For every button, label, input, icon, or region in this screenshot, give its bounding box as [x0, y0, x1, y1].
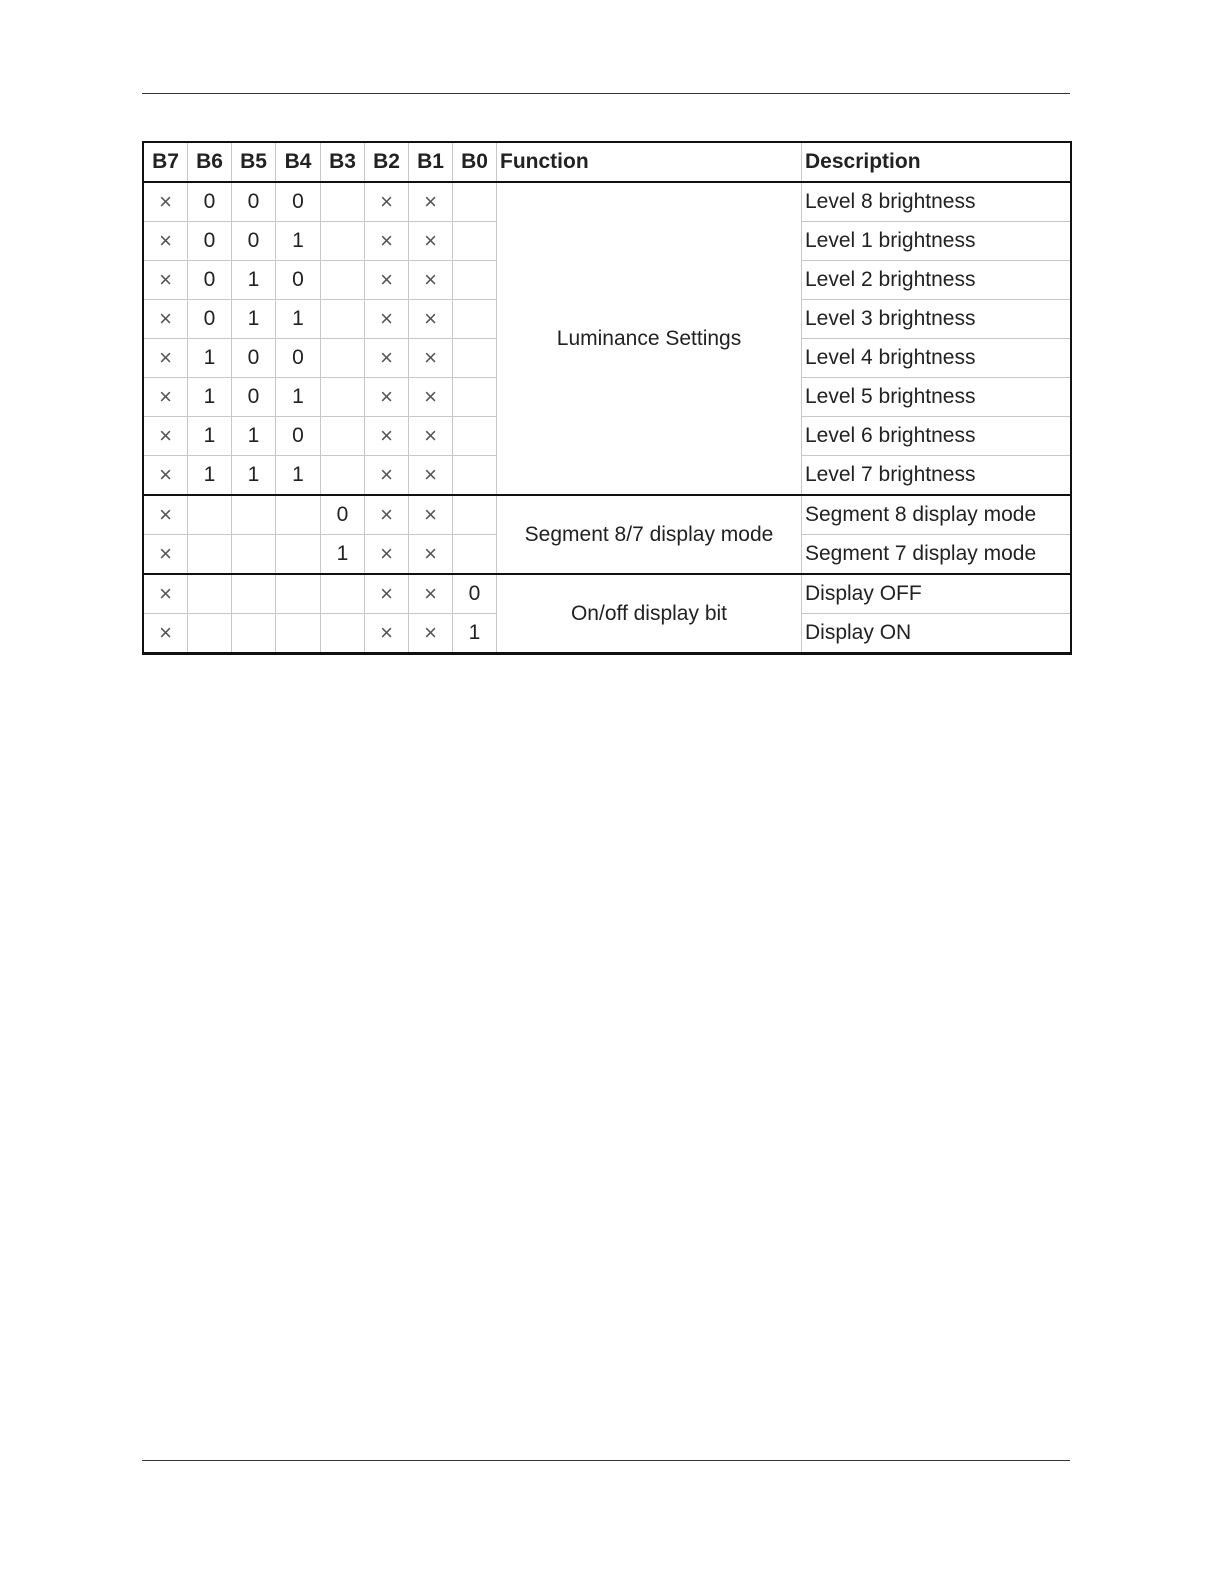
bit-cell-b1: ×: [409, 182, 453, 222]
bit-cell-b7: ×: [144, 378, 188, 417]
bit-cell-b3: [321, 417, 365, 456]
bit-cell-b1: ×: [409, 417, 453, 456]
bit-cell-b4: 0: [276, 339, 321, 378]
bit-cell-b0: [453, 222, 497, 261]
bit-cell-b2: ×: [365, 417, 409, 456]
bit-cell-b6: 0: [188, 182, 232, 222]
bit-cell-b2: ×: [365, 378, 409, 417]
bit-cell-b3: [321, 182, 365, 222]
header-b5: B5: [232, 143, 276, 183]
description-cell: Segment 7 display mode: [802, 535, 1071, 575]
header-b0: B0: [453, 143, 497, 183]
bit-cell-b1: ×: [409, 535, 453, 575]
bit-cell-b1: ×: [409, 574, 453, 614]
bit-cell-b5: [232, 535, 276, 575]
description-cell: Display ON: [802, 614, 1071, 654]
bit-cell-b0: [453, 339, 497, 378]
bit-cell-b5: 0: [232, 339, 276, 378]
bit-cell-b6: 1: [188, 378, 232, 417]
bit-cell-b2: ×: [365, 456, 409, 496]
bit-cell-b6: 1: [188, 339, 232, 378]
bit-cell-b3: 0: [321, 495, 365, 535]
bit-cell-b3: 1: [321, 535, 365, 575]
bit-cell-b6: 0: [188, 261, 232, 300]
bit-cell-b4: 0: [276, 261, 321, 300]
bit-cell-b0: [453, 378, 497, 417]
bit-cell-b5: 0: [232, 182, 276, 222]
bit-cell-b7: ×: [144, 614, 188, 654]
bit-cell-b2: ×: [365, 339, 409, 378]
bit-cell-b2: ×: [365, 182, 409, 222]
bit-cell-b5: 1: [232, 417, 276, 456]
function-cell: On/off display bit: [497, 574, 802, 653]
bit-cell-b5: [232, 614, 276, 654]
description-cell: Display OFF: [802, 574, 1071, 614]
bit-cell-b2: ×: [365, 614, 409, 654]
bit-cell-b7: ×: [144, 182, 188, 222]
description-cell: Level 1 brightness: [802, 222, 1071, 261]
header-b2: B2: [365, 143, 409, 183]
bit-cell-b4: [276, 614, 321, 654]
table-row: [144, 182, 1071, 222]
bit-cell-b4: 0: [276, 182, 321, 222]
bit-cell-b3: [321, 574, 365, 614]
bit-cell-b5: [232, 495, 276, 535]
bit-cell-b1: ×: [409, 495, 453, 535]
bit-cell-b0: [453, 261, 497, 300]
bit-cell-b1: ×: [409, 378, 453, 417]
description-cell: Level 6 brightness: [802, 417, 1071, 456]
description-cell: Level 7 brightness: [802, 456, 1071, 496]
bit-cell-b7: ×: [144, 261, 188, 300]
function-cell: Luminance Settings: [497, 182, 802, 495]
bit-cell-b1: ×: [409, 339, 453, 378]
bit-cell-b4: 1: [276, 300, 321, 339]
bit-cell-b1: ×: [409, 614, 453, 654]
table-header-row: [144, 143, 1071, 183]
description-cell: Level 2 brightness: [802, 261, 1071, 300]
bit-cell-b3: [321, 300, 365, 339]
bit-cell-b7: ×: [144, 456, 188, 496]
bit-cell-b0: 0: [453, 574, 497, 614]
bit-cell-b2: ×: [365, 222, 409, 261]
bit-cell-b5: [232, 574, 276, 614]
bit-cell-b1: ×: [409, 456, 453, 496]
bit-cell-b2: ×: [365, 574, 409, 614]
bit-cell-b4: 1: [276, 222, 321, 261]
bit-cell-b1: ×: [409, 222, 453, 261]
bit-cell-b3: [321, 614, 365, 654]
header-rule: [142, 93, 1070, 94]
bit-cell-b4: 1: [276, 456, 321, 496]
header-b4: B4: [276, 143, 321, 183]
bit-cell-b6: 1: [188, 417, 232, 456]
bit-cell-b3: [321, 339, 365, 378]
bit-cell-b5: 1: [232, 300, 276, 339]
bit-cell-b2: ×: [365, 300, 409, 339]
bit-cell-b5: 0: [232, 378, 276, 417]
bit-cell-b6: 1: [188, 456, 232, 496]
bit-cell-b1: ×: [409, 300, 453, 339]
header-description: Description: [802, 143, 1071, 183]
description-cell: Level 3 brightness: [802, 300, 1071, 339]
header-b7: B7: [144, 143, 188, 183]
bit-cell-b3: [321, 456, 365, 496]
bit-cell-b5: 0: [232, 222, 276, 261]
bit-cell-b6: [188, 535, 232, 575]
bit-cell-b7: ×: [144, 417, 188, 456]
table-body: [144, 182, 1071, 653]
header-b1: B1: [409, 143, 453, 183]
bit-cell-b7: ×: [144, 339, 188, 378]
bit-cell-b4: [276, 495, 321, 535]
bit-cell-b0: [453, 182, 497, 222]
bit-cell-b6: 0: [188, 300, 232, 339]
bit-cell-b5: 1: [232, 456, 276, 496]
bit-cell-b3: [321, 378, 365, 417]
bit-cell-b6: 0: [188, 222, 232, 261]
bit-cell-b0: [453, 456, 497, 496]
bit-cell-b0: [453, 495, 497, 535]
bit-cell-b6: [188, 495, 232, 535]
header-b6: B6: [188, 143, 232, 183]
header-b3: B3: [321, 143, 365, 183]
bit-cell-b2: ×: [365, 495, 409, 535]
register-bit-table: [143, 142, 1071, 654]
bit-cell-b7: ×: [144, 222, 188, 261]
function-cell: Segment 8/7 display mode: [497, 495, 802, 574]
bit-cell-b7: ×: [144, 535, 188, 575]
table-row: [144, 574, 1071, 614]
header-function: Function: [497, 143, 802, 183]
footer-rule: [142, 1460, 1070, 1461]
description-cell: Level 4 brightness: [802, 339, 1071, 378]
bit-cell-b0: 1: [453, 614, 497, 654]
bit-cell-b0: [453, 535, 497, 575]
bit-cell-b6: [188, 614, 232, 654]
bit-cell-b7: ×: [144, 300, 188, 339]
table-row: [144, 495, 1071, 535]
bit-cell-b7: ×: [144, 574, 188, 614]
bit-cell-b3: [321, 222, 365, 261]
bit-cell-b4: [276, 535, 321, 575]
bit-cell-b3: [321, 261, 365, 300]
bit-cell-b4: 1: [276, 378, 321, 417]
bit-cell-b6: [188, 574, 232, 614]
description-cell: Level 5 brightness: [802, 378, 1071, 417]
description-cell: Level 8 brightness: [802, 182, 1071, 222]
bit-cell-b4: 0: [276, 417, 321, 456]
bit-cell-b4: [276, 574, 321, 614]
bit-cell-b5: 1: [232, 261, 276, 300]
bit-cell-b0: [453, 300, 497, 339]
bit-cell-b0: [453, 417, 497, 456]
bit-cell-b2: ×: [365, 535, 409, 575]
bit-cell-b1: ×: [409, 261, 453, 300]
description-cell: Segment 8 display mode: [802, 495, 1071, 535]
bit-cell-b7: ×: [144, 495, 188, 535]
bit-cell-b2: ×: [365, 261, 409, 300]
